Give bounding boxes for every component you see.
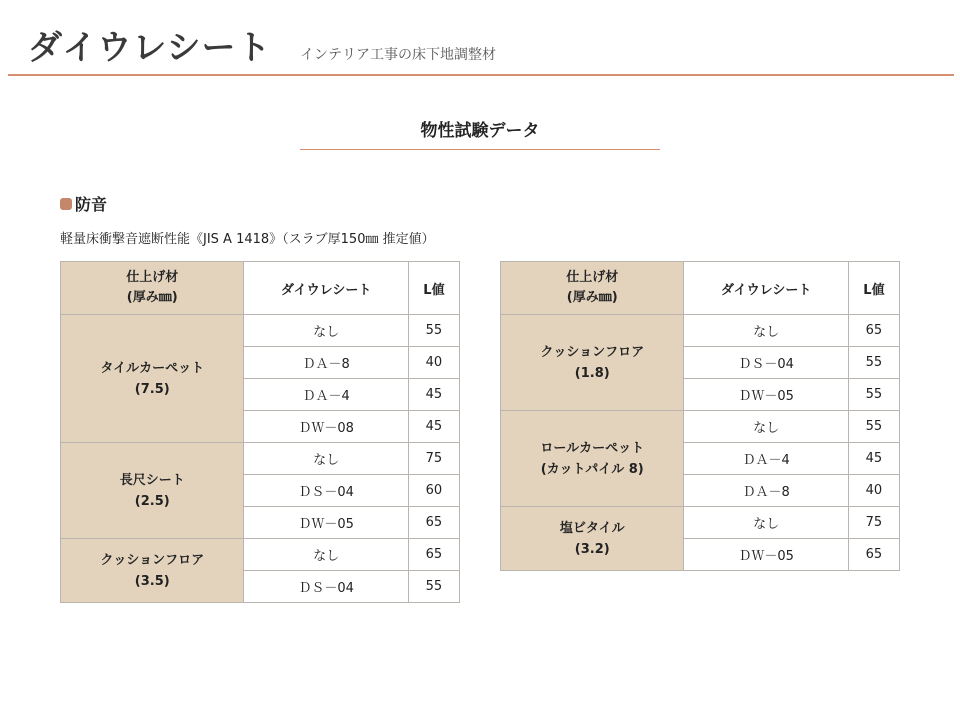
l-value-cell: 65 bbox=[408, 507, 459, 539]
header-material-label: 仕上げ材 bbox=[566, 270, 619, 285]
subsection-caption: 軽量床衝撃音遮断性能《JIS A 1418》（スラブ厚150㎜ 推定値） bbox=[60, 232, 435, 247]
section-divider bbox=[300, 149, 660, 150]
material-cell bbox=[501, 315, 684, 411]
sheet-cell: ＤＡ－4 bbox=[244, 379, 408, 411]
table-header-row bbox=[61, 262, 460, 315]
l-value-cell: 55 bbox=[848, 379, 899, 411]
table-header-row bbox=[501, 262, 900, 315]
header-l-value: L値 bbox=[848, 262, 899, 315]
l-value-cell: 45 bbox=[848, 443, 899, 475]
material-name: ロールカーペット bbox=[540, 440, 645, 456]
material-name: 塩ビタイル bbox=[559, 520, 625, 536]
sheet-cell: なし bbox=[244, 539, 408, 571]
l-value-cell: 65 bbox=[848, 539, 899, 571]
material-cell bbox=[61, 315, 244, 443]
sheet-cell: ＤＷ－05 bbox=[244, 507, 408, 539]
subsection-heading bbox=[60, 192, 107, 215]
sheet-cell: ＤＡ－4 bbox=[684, 443, 848, 475]
subsection-heading-label: 防音 bbox=[75, 195, 108, 214]
sheet-cell: なし bbox=[684, 315, 848, 347]
l-value-cell: 75 bbox=[408, 443, 459, 475]
material-thickness: (7.5) bbox=[134, 381, 170, 397]
sheet-cell: ＤＷ－08 bbox=[244, 411, 408, 443]
l-value-cell: 55 bbox=[848, 411, 899, 443]
material-cell bbox=[501, 507, 684, 571]
sheet-cell: なし bbox=[684, 411, 848, 443]
l-value-cell: 55 bbox=[408, 571, 459, 603]
header-l-value: L値 bbox=[408, 262, 459, 315]
material-thickness: (3.5) bbox=[134, 573, 170, 589]
material-thickness: (1.8) bbox=[574, 365, 610, 381]
l-value-cell: 55 bbox=[848, 347, 899, 379]
table-row bbox=[61, 443, 460, 475]
sheet-cell: ＤＳ－04 bbox=[244, 475, 408, 507]
l-value-cell: 55 bbox=[408, 315, 459, 347]
table-row bbox=[501, 411, 900, 443]
sheet-cell: ＤＳ－04 bbox=[684, 347, 848, 379]
section-title: 物性試験データ bbox=[420, 121, 540, 141]
brand-title: ダイウレシート bbox=[28, 28, 272, 68]
material-thickness: (3.2) bbox=[574, 541, 610, 557]
l-value-cell: 65 bbox=[408, 539, 459, 571]
sound-data-table-left bbox=[60, 261, 460, 603]
l-value-cell: 65 bbox=[848, 315, 899, 347]
material-cell bbox=[61, 539, 244, 603]
material-cell bbox=[61, 443, 244, 539]
l-value-cell: 75 bbox=[848, 507, 899, 539]
material-name: タイルカーペット bbox=[100, 360, 205, 376]
header-material bbox=[61, 262, 244, 315]
sheet-cell: なし bbox=[684, 507, 848, 539]
l-value-cell: 45 bbox=[408, 379, 459, 411]
header-material-label: 仕上げ材 bbox=[126, 270, 179, 285]
square-bullet-icon bbox=[60, 198, 72, 210]
header-sheet: ダイウレシート bbox=[244, 262, 408, 315]
header-material bbox=[501, 262, 684, 315]
header-sheet: ダイウレシート bbox=[684, 262, 848, 315]
brand-tagline: インテリア工事の床下地調整材 bbox=[300, 47, 496, 63]
header-thickness-label: (厚み㎜) bbox=[566, 290, 618, 305]
material-name: 長尺シート bbox=[119, 472, 185, 488]
l-value-cell: 40 bbox=[848, 475, 899, 507]
l-value-cell: 60 bbox=[408, 475, 459, 507]
material-thickness: (カットパイル 8) bbox=[540, 461, 644, 477]
l-value-cell: 40 bbox=[408, 347, 459, 379]
material-cell bbox=[501, 411, 684, 507]
table-row bbox=[61, 539, 460, 571]
material-thickness: (2.5) bbox=[134, 493, 170, 509]
sheet-cell: なし bbox=[244, 443, 408, 475]
sheet-cell: ＤＳ－04 bbox=[244, 571, 408, 603]
material-name: クッションフロア bbox=[100, 552, 205, 568]
header-divider bbox=[8, 74, 954, 76]
table-row bbox=[501, 315, 900, 347]
l-value-cell: 45 bbox=[408, 411, 459, 443]
sheet-cell: ＤＡ－8 bbox=[244, 347, 408, 379]
sheet-cell: ＤＷ－05 bbox=[684, 539, 848, 571]
sound-data-table-right bbox=[500, 261, 900, 571]
sheet-cell: なし bbox=[244, 315, 408, 347]
sheet-cell: ＤＡ－8 bbox=[684, 475, 848, 507]
table-row bbox=[501, 507, 900, 539]
table-row bbox=[61, 315, 460, 347]
header-thickness-label: (厚み㎜) bbox=[126, 290, 178, 305]
sheet-cell: ＤＷ－05 bbox=[684, 379, 848, 411]
material-name: クッションフロア bbox=[540, 344, 645, 360]
